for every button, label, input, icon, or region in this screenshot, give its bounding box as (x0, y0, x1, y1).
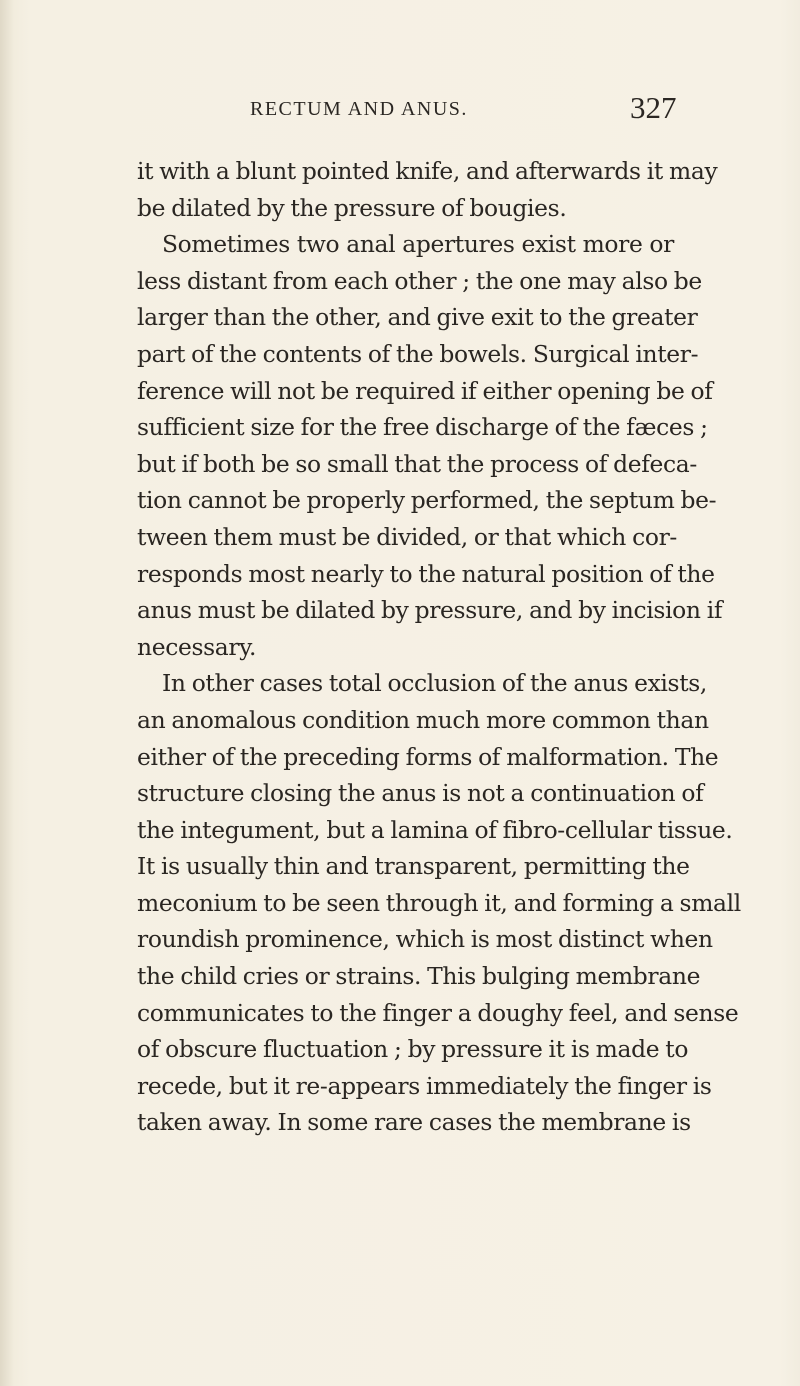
text-line: sufficient size for the free discharge of the fæces ; (137, 413, 708, 442)
text-line: roundish prominence, which is most distinct when (137, 925, 713, 954)
text-line: anus must be dilated by pressure, and by incision if (137, 596, 723, 625)
text-line: larger than the other, and give exit to the greater (137, 303, 698, 332)
text-line: communicates to the finger a doughy feel, and sense (137, 998, 739, 1027)
text-line: the integument, but a lamina of fibro-cellular tissue. (137, 815, 733, 844)
page-header (0, 90, 800, 136)
text-line: ference will not be required if either opening be of (137, 376, 713, 405)
text-line: it with a blunt pointed knife, and afterwards it may (137, 157, 718, 185)
text-line: part of the contents of the bowels. Surgical inter- (137, 339, 699, 368)
page-number: 327 (630, 90, 677, 125)
text-line: an anomalous condition much more common than (137, 705, 709, 734)
text-line: meconium to be seen through it, and forming a small (137, 888, 741, 917)
text-line: of obscure fluctuation ; by pressure it is made to (137, 1035, 689, 1064)
text-line: Sometimes two anal apertures exist more or (162, 230, 674, 259)
text-line: necessary. (137, 632, 257, 661)
text-line: recede, but it re-appears immediately the finger is (137, 1071, 712, 1100)
text-line: the child cries or strains. This bulging membrane (137, 962, 701, 991)
text-line: tion cannot be properly performed, the septum be- (137, 486, 717, 515)
text-line: less distant from each other ; the one may also be (137, 266, 702, 295)
binding-shadow (0, 0, 14, 1386)
text-line: tween them must be divided, or that which cor- (137, 522, 677, 551)
text-line: In other cases total occlusion of the anus exists, (162, 669, 708, 698)
text-line: be dilated by the pressure of bougies. (137, 193, 567, 222)
text-line: It is usually thin and transparent, permitting the (137, 852, 690, 881)
body-text (137, 153, 741, 1141)
text-line: structure closing the anus is not a continuation of (137, 779, 704, 808)
running-head: RECTUM AND ANUS. (250, 98, 468, 120)
text-line: either of the preceding forms of malformation. The (137, 742, 719, 771)
text-line: responds most nearly to the natural position of the (137, 559, 715, 588)
text-line: taken away. In some rare cases the membrane is (137, 1108, 691, 1137)
text-line: but if both be so small that the process of defeca- (137, 449, 697, 478)
